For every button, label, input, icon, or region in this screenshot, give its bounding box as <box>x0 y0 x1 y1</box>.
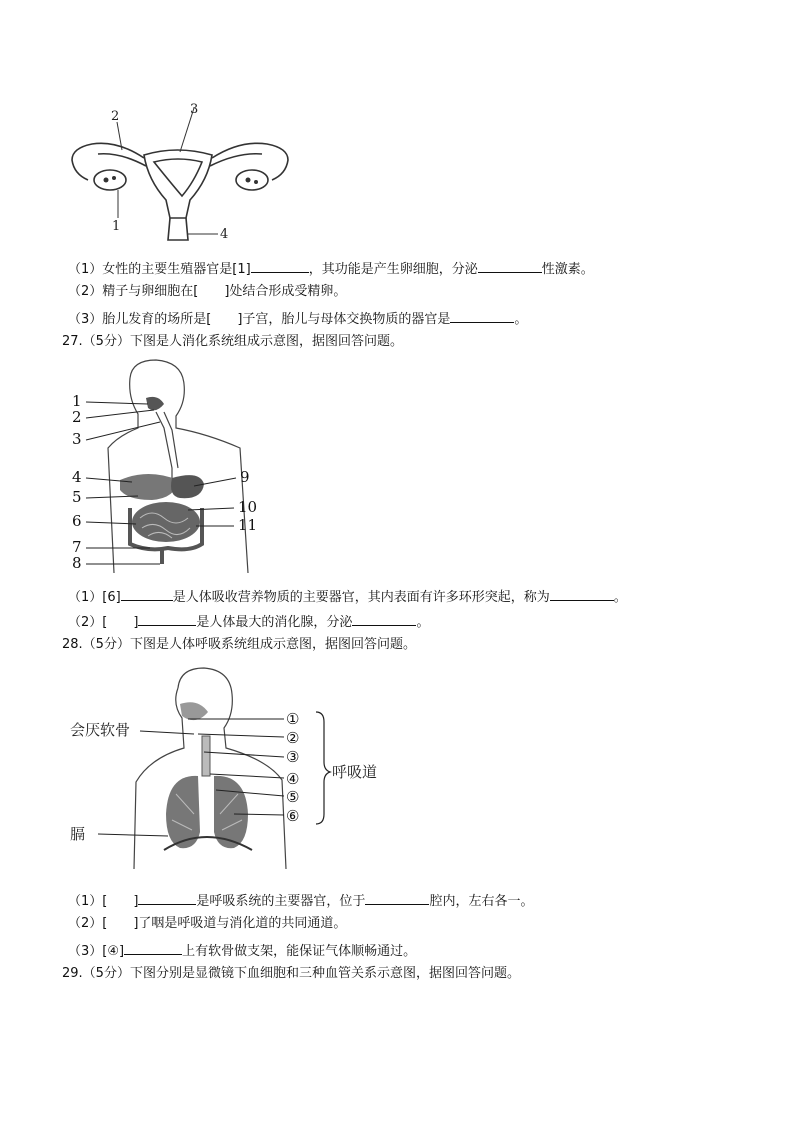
respiratory-tract-label: 呼吸道 <box>332 763 378 781</box>
answer-blank[interactable] <box>550 586 614 601</box>
digestive-label-9: 9 <box>240 468 250 486</box>
respiratory-label-6: ⑥ <box>286 807 300 825</box>
q28-line-2: （2）[ ]了咽是呼吸道与消化道的共同通道。 <box>68 916 347 931</box>
digestive-label-5: 5 <box>72 488 82 506</box>
answer-blank[interactable] <box>124 940 182 955</box>
respiratory-label-5: ⑤ <box>286 788 300 806</box>
digestive-label-10: 10 <box>238 498 258 516</box>
q26-line-1: （1）女性的主要生殖器官是[1] ，其功能是产生卵细胞，分泌 性激素。 <box>68 258 594 279</box>
answer-blank[interactable] <box>450 308 514 323</box>
figure1-label-3: 3 <box>190 102 199 117</box>
q29-heading: 29.（5分）下图分别是显微镜下血细胞和三种血管关系示意图，据图回答问题。 <box>62 966 520 981</box>
q28-line-3: （3）[④] 上有软骨做支架，能保证气体顺畅通过。 <box>68 940 416 961</box>
digestive-label-1: 1 <box>72 392 82 410</box>
diaphragm-label: 膈 <box>70 825 86 843</box>
digestive-system-diagram <box>68 358 268 573</box>
answer-blank[interactable] <box>138 890 196 905</box>
digestive-label-8: 8 <box>72 554 82 572</box>
q27-heading: 27.（5分）下图是人消化系统组成示意图，据图回答问题。 <box>62 334 403 349</box>
q28-line-1: （1）[ ] 是呼吸系统的主要器官，位于 腔内，左右各一。 <box>68 890 533 911</box>
epiglottis-label: 会厌软骨 <box>70 721 131 739</box>
respiratory-system-diagram <box>68 664 388 874</box>
answer-blank[interactable] <box>365 890 429 905</box>
q27-line-2: （2）[ ] 是人体最大的消化腺，分泌 。 <box>68 611 429 632</box>
digestive-label-6: 6 <box>72 512 82 530</box>
answer-blank[interactable] <box>352 611 416 626</box>
respiratory-label-2: ② <box>286 729 300 747</box>
answer-blank[interactable] <box>478 258 542 273</box>
digestive-label-3: 3 <box>72 430 82 448</box>
q28-heading: 28.（5分）下图是人体呼吸系统组成示意图，据图回答问题。 <box>62 637 416 652</box>
female-reproductive-diagram <box>62 100 312 250</box>
answer-blank[interactable] <box>138 611 196 626</box>
figure1-label-1: 1 <box>112 219 121 234</box>
q27-line-1: （1）[6] 是人体吸收营养物质的主要器官，其内表面有许多环形突起，称为 。 <box>68 586 627 607</box>
figure1-label-2: 2 <box>111 109 120 124</box>
q26-line-3: （3）胎儿发育的场所是[ ]子宫，胎儿与母体交换物质的器官是 。 <box>68 308 527 329</box>
q26-line-2: （2）精子与卵细胞在[ ]处结合形成受精卵。 <box>68 284 347 299</box>
respiratory-label-3: ③ <box>286 748 300 766</box>
answer-blank[interactable] <box>121 586 173 601</box>
answer-blank[interactable] <box>251 258 309 273</box>
digestive-label-2: 2 <box>72 408 82 426</box>
digestive-label-4: 4 <box>72 468 82 486</box>
digestive-label-7: 7 <box>72 538 82 556</box>
digestive-label-11: 11 <box>238 516 258 534</box>
figure1-label-4: 4 <box>220 227 229 242</box>
respiratory-label-4: ④ <box>286 770 300 788</box>
respiratory-label-1: ① <box>286 710 300 728</box>
